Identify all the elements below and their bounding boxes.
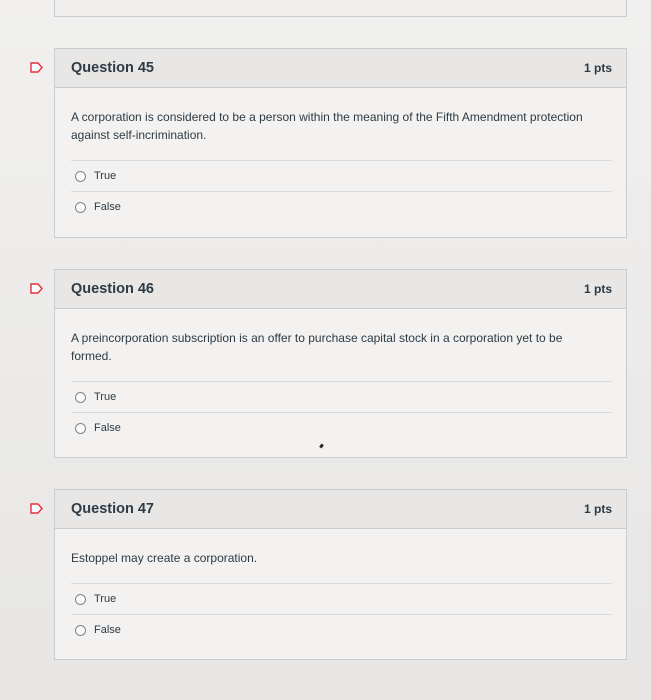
question-title: Question 47: [71, 501, 154, 517]
answer-label: True: [94, 391, 117, 403]
previous-question-card-bottom: [54, 0, 627, 17]
radio-button-icon[interactable]: [75, 594, 86, 605]
question-points: 1 pts: [583, 502, 612, 516]
question-text: Estoppel may create a corporation.: [71, 551, 258, 565]
answer-label: True: [94, 170, 117, 182]
flag-question-icon[interactable]: [30, 503, 43, 514]
answer-label: False: [94, 201, 121, 213]
answer-label: True: [94, 593, 117, 605]
answer-list: [71, 381, 612, 443]
answer-label: False: [94, 422, 121, 434]
radio-button-icon[interactable]: [75, 625, 86, 636]
question-header: [55, 49, 626, 88]
answer-option-false[interactable]: [71, 412, 612, 443]
radio-button-icon[interactable]: [75, 171, 86, 182]
radio-button-icon[interactable]: [75, 392, 86, 403]
flag-question-icon[interactable]: [30, 283, 43, 294]
answer-label: False: [94, 624, 121, 636]
question-title: Question 45: [71, 60, 154, 76]
answer-list: [71, 583, 612, 645]
answer-option-true[interactable]: [71, 583, 612, 614]
question-text: A preincorporation subscription is an offer to purchase capital stock in a corporation yet to be formed.: [71, 331, 563, 363]
question-card: [54, 48, 627, 238]
answer-list: [71, 160, 612, 222]
answer-option-true[interactable]: [71, 160, 612, 191]
question-header: [55, 490, 626, 529]
question-header: [55, 270, 626, 309]
flag-question-icon[interactable]: [30, 62, 43, 73]
answer-option-false[interactable]: [71, 614, 612, 645]
answer-option-false[interactable]: [71, 191, 612, 222]
question-card: [54, 489, 627, 660]
radio-button-icon[interactable]: [75, 202, 86, 213]
radio-button-icon[interactable]: [75, 423, 86, 434]
question-text: A corporation is considered to be a person within the meaning of the Fifth Amendment protection against self-incrimination.: [71, 110, 583, 142]
question-points: 1 pts: [583, 61, 612, 75]
question-title: Question 46: [71, 281, 154, 297]
question-points: 1 pts: [583, 282, 612, 296]
answer-option-true[interactable]: [71, 381, 612, 412]
question-card: [54, 269, 627, 458]
